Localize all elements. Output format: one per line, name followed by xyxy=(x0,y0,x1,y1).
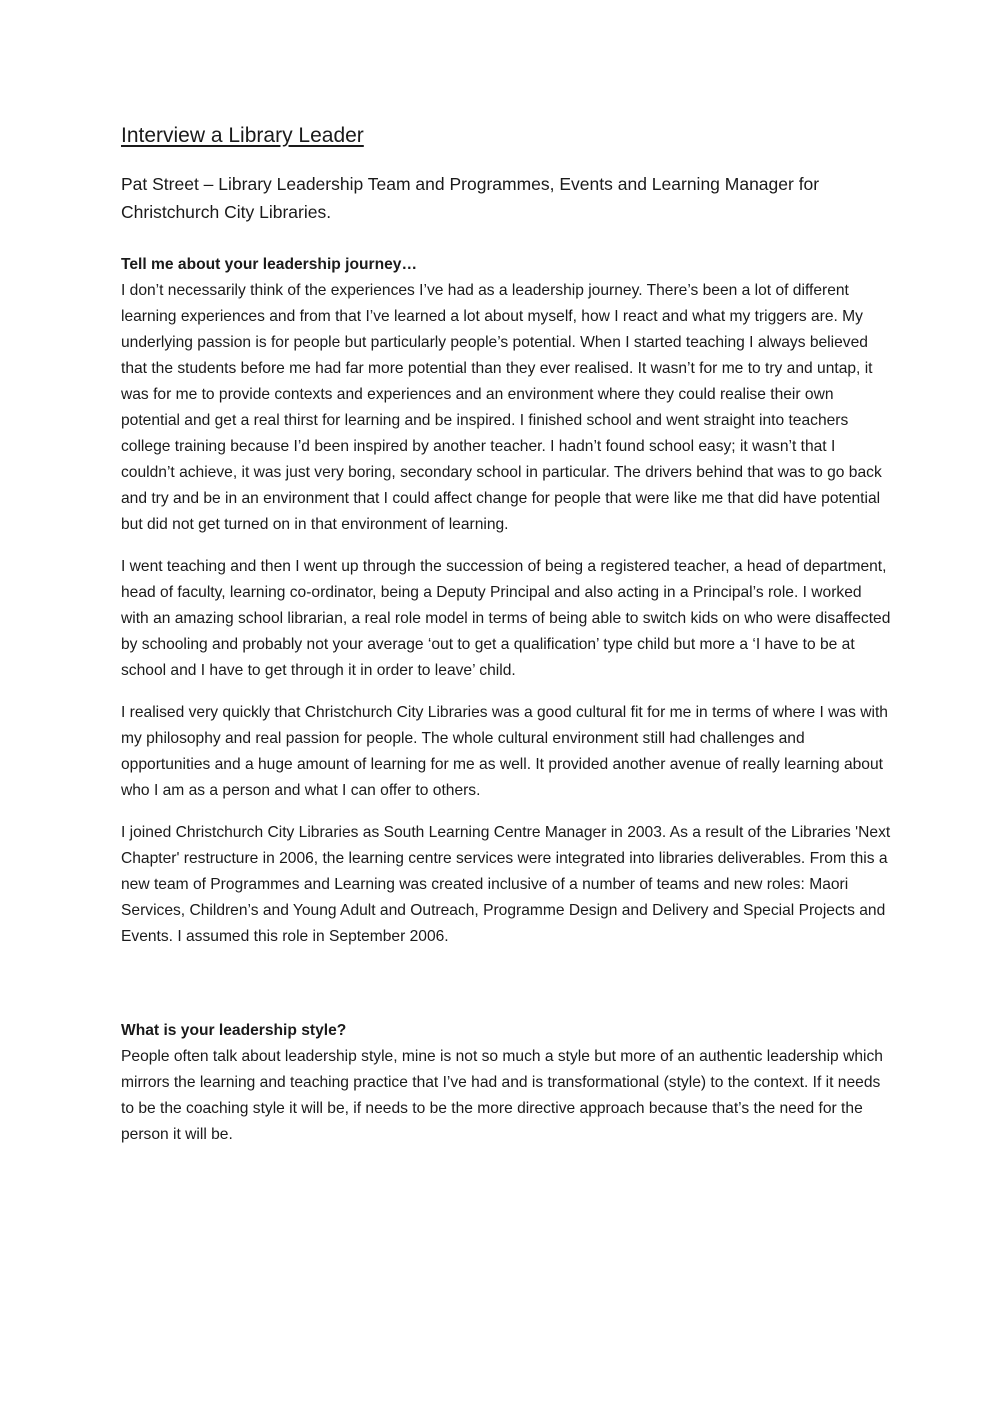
section-heading: What is your leadership style? xyxy=(121,1022,347,1039)
section-leadership-journey xyxy=(121,252,891,950)
document-title: Interview a Library Leader xyxy=(121,124,364,147)
paragraph: People often talk about leadership style, mine is not so much a style but more of an authentic leadership which mirrors the learning and teaching practice that I’ve had and is transformational (style) to the context. If it needs to be the coaching style it will be, if needs to be the more directive approach because that’s the need for the person it will be. xyxy=(121,1048,883,1143)
paragraph: I realised very quickly that Christchurch City Libraries was a good cultural fit for me in terms of where I was with my philosophy and real passion for people. The whole cultural environment still had challenges and opportunities and a huge amount of learning for me as well. It provided another avenue of really learning about who I am as a person and what I can offer to others. xyxy=(121,704,888,799)
document-subtitle: Pat Street – Library Leadership Team and Programmes, Events and Learning Manager for Christchurch City Libraries. xyxy=(121,174,820,222)
section-heading: Tell me about your leadership journey… xyxy=(121,256,418,273)
paragraph: I don’t necessarily think of the experiences I’ve had as a leadership journey. There’s been a lot of different learning experiences and from that I’ve learned a lot about myself, how I react and what my triggers are. My underlying passion is for people but particularly people’s potential. When I started teaching I always believed that the students before me had far more potential than they ever realised. It wasn’t for me to try and untap, it was for me to provide contexts and experiences and an environment where they could realise their own potential and get a real thirst for learning and be inspired. I finished school and went straight into teachers college training because I’d been inspired by another teacher. I hadn’t found school easy; it wasn’t that I couldn’t achieve, it was just very boring, secondary school in particular. The drivers behind that was to go back and try and be in an environment that I could affect change for people that were like me that did have potential but did not get turned on in that environment of learning. xyxy=(121,282,882,533)
paragraph: I went teaching and then I went up through the succession of being a registered teacher, a head of department, head of faculty, learning co-ordinator, being a Deputy Principal and also acting in a Principal’s role. I worked with an amazing school librarian, a real role model in terms of being able to switch kids on who were disaffected by schooling and probably not your average ‘out to get a qualification’ type child but more a ‘I have to be at school and I have to get through it in order to leave’ child. xyxy=(121,558,891,679)
document-page xyxy=(121,122,891,1148)
section-leadership-style xyxy=(121,1018,891,1148)
paragraph: I joined Christchurch City Libraries as South Learning Centre Manager in 2003. As a result of the Libraries 'Next Chapter' restructure in 2006, the learning centre services were integrated into libraries deliverables. From this a new team of Programmes and Learning was created inclusive of a number of teams and new roles: Maori Services, Children’s and Young Adult and Outreach, Programme Design and Delivery and Special Projects and Events. I assumed this role in September 2006. xyxy=(121,824,891,945)
